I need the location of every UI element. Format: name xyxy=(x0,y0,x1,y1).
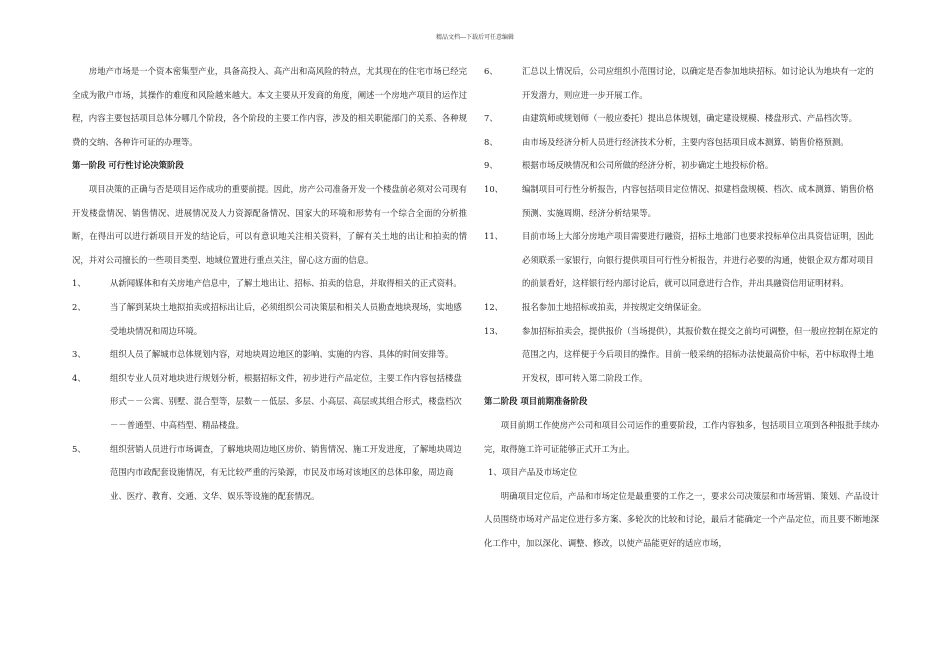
item-number: 12、 xyxy=(484,301,504,312)
item-number: 2、 xyxy=(72,301,86,312)
item-number: 8、 xyxy=(484,136,498,147)
item-text: 组织营销人员进行市场调查，了解地块周边地区房价、销售情况、施工开发进度，了解地块周边范围内市政配套设施情况，有无比较严重的污染源，市民及市场对该地区的总体印象，周边商业、医疗、教育、交通、文华、娱乐等设施的配套情况。 xyxy=(110,443,462,501)
section-2-intro: 项目前期工作使房产公司和项目公司运作的重要阶段，工作内容独多，包括项目立项到各种报批手续办完，取得施工许可证能够正式开工为止。 xyxy=(484,419,879,454)
item-text: 编制项目可行性分析报告，内容包括项目定位情况、拟建档盘规模、档次、成本测算、销售价格预测、实施周期、经济分析结果等。 xyxy=(522,183,874,218)
item-number: 3、 xyxy=(72,349,86,360)
list-item xyxy=(484,131,879,155)
list-item xyxy=(484,296,879,320)
section-2-title: 第二阶段 项目前期准备阶段 xyxy=(484,396,588,407)
item-text: 组织人员了解城市总体规划内容，对地块周边地区的影响、实施的内容、具体的时间安排等。 xyxy=(110,349,454,360)
item-text: 汇总以上情况后，公司应组织小范围讨论，以确定是否参加地块招标。如讨论认为地块有一定的开发潜力，则应进一步开展工作。 xyxy=(522,66,874,100)
item-text: 参加招标拍卖会，提供报价（当场提供），其报价数在提交之前均可调整，但一般应控制在原定的范围之内，这样便于今后项目的操作。目前一般采纳的招标办法使最高价中标，若中标取得土地开发权，即可转入第二阶段工作。 xyxy=(522,325,878,383)
intro-paragraph: 房地产市场是一个资本密集型产业，具备高投入、高产出和高风险的特点，尤其现在的住宅市场已经完全成为散户市场，其操作的难度和风险越来越大。本文主要从开发商的角度，阐述一个房地产项目的运作过程，内容主要包括项目总体分哪几个阶段，各个阶段的主要工作内容，涉及的相关职能部门的关系、各种规费的交纳、各种许可证的办理等。 xyxy=(72,66,467,147)
item-number: 10、 xyxy=(484,183,504,194)
item-text: 由市场及经济分析人员进行经济技术分析，主要内容包括项目成本测算、销售价格预测。 xyxy=(522,136,849,147)
list-item xyxy=(72,367,467,438)
item-number: 4、 xyxy=(72,372,86,383)
item-number: 5、 xyxy=(72,443,86,454)
list-item xyxy=(484,178,879,225)
item-text: 从新闻媒体和有关房地产信息中，了解土地出让、招标、拍卖的信息，并取得相关的正式资料。 xyxy=(110,278,462,289)
item-text: 目前市场上大部分房地产项目需要进行融资，招标土地部门也要求投标单位出具资信证明，因此必须联系一家银行，向银行提供项目可行性分析报告，并进行必要的沟通，使银企双方都对项目的前景看好，这样银行经内部讨论后，就可以同意进行合作，并出具融资信用证明材料。 xyxy=(522,231,874,289)
item-number: 6、 xyxy=(484,66,498,76)
list-item xyxy=(484,107,879,131)
subsection-1-text: 明确项目定位后，产品和市场定位是最重要的工作之一，要求公司决策层和市场营销、策划、产品设计人员围绕市场对产品定位进行多方案、多轮次的比较和讨论，最后才能确定一个产品定位，而且要不断地深化工作中，加以深化、调整、修改，以使产品能更好的适应市场， xyxy=(484,490,879,548)
list-item xyxy=(72,296,467,343)
item-number: 9、 xyxy=(484,160,498,171)
item-text: 当了解到某块土地拟拍卖或招标出让后，必须组织公司决策层和相关人员勘查地块现场，实地感受地块情况和周边环境。 xyxy=(110,301,462,336)
section-1-intro: 项目决策的正确与否是项目运作成功的重要前提。因此，房产公司准备开发一个楼盘前必须对公司现有开发楼盘情况、销售情况、进展情况及人力资源配备情况、国家大的环境和形势有一个综合全面的分析推断，在得出可以进行新项目开发的结论后，可以有意识地关注相关资料，了解有关土地的出让和拍卖的情况，并对公司擅长的一些项目类型、地域位置进行重点关注，留心这方面的信息。 xyxy=(72,183,467,265)
page-header: 精品文档---下载后可任意编辑 xyxy=(435,34,515,41)
right-column xyxy=(484,60,879,555)
list-item xyxy=(484,320,879,391)
list-item xyxy=(484,225,879,296)
item-number: 11、 xyxy=(484,231,504,242)
item-number: 13、 xyxy=(484,325,504,336)
section-1-title: 第一阶段 可行性讨论决策阶段 xyxy=(72,160,184,171)
list-item xyxy=(72,438,467,509)
item-text: 组织专业人员对地块进行规划分析，根据招标文件，初步进行产品定位，主要工作内容包括楼盘形式－－公寓、别墅、混合型等，层数－－低层、多层、小高层、高层或其组合形式，楼盘档次－－普通型、中高档型、精品楼盘。 xyxy=(110,372,462,430)
subsection-1-title: 1、项目产品及市场定位 xyxy=(488,467,578,478)
item-number: 1、 xyxy=(72,278,86,289)
item-text: 报名参加土地招标或拍卖，并按规定交纳保证金。 xyxy=(522,301,707,312)
item-number: 7、 xyxy=(484,113,498,124)
list-item xyxy=(484,154,879,178)
list-item xyxy=(72,272,467,296)
list-item xyxy=(72,343,467,367)
list-item xyxy=(484,60,879,107)
left-column xyxy=(72,60,467,508)
item-text: 根据市场反映情况和公司所做的经济分析，初步确定土地投标价格。 xyxy=(522,160,774,171)
item-text: 由建筑师或规划师（一般应委托）提出总体规划，确定建设规模、楼盘形式、产品档次等。 xyxy=(522,113,857,124)
